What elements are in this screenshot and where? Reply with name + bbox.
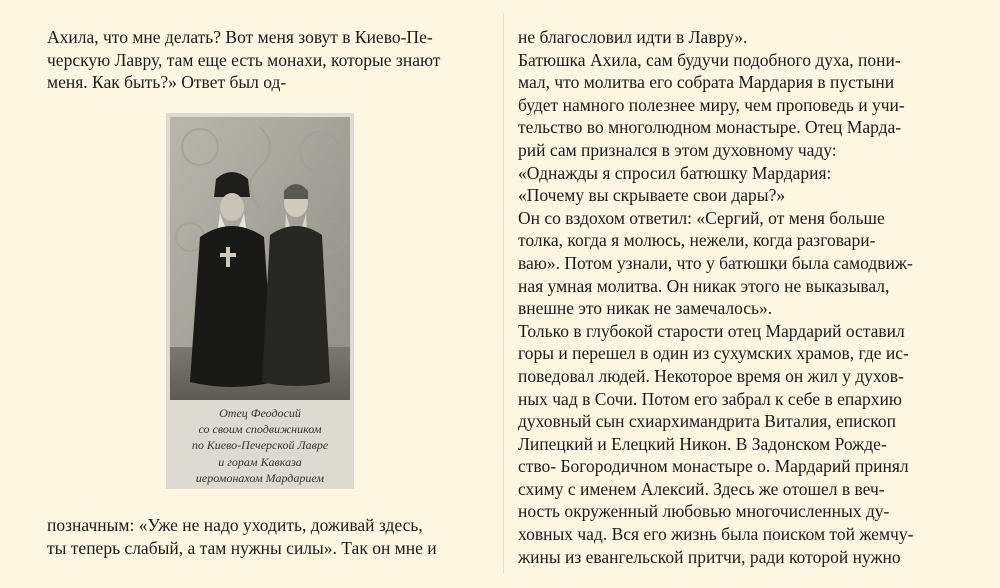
text-line: Ахила, что мне делать? Вот меня зовут в Киево-Пе- [47, 27, 433, 47]
text-line: горы и перешел в один из сухумских храмов, где ис- [518, 343, 909, 364]
text-line: черскую Лавру, там еще есть монахи, которые знают [47, 49, 441, 70]
text-line: внешне это никак не замечалось». [518, 298, 773, 319]
caption-line: по Киево-Печерской Лавре [191, 438, 329, 453]
text-line: поведовал людей. Некоторое время он жил у духов- [518, 365, 904, 386]
text-line: духовный сын схиархимандрита Виталия, епископ [518, 411, 896, 432]
text-line: ных чад в Сочи. Потом его забрал к себе в епархию [518, 388, 902, 409]
text-line: ная умная молитва. Он никак этого не выказывал, [518, 275, 890, 296]
text-line: «Почему вы скрываете свои дары?» [518, 185, 786, 206]
photo-caption [166, 405, 354, 486]
caption-line: и горам Кавказа [218, 454, 302, 469]
text-line: ты теперь слабый, а там нужны силы». Так он мне и [47, 537, 437, 558]
left-column-top-text [47, 26, 487, 94]
text-line: толка, когда я молюсь, нежели, когда разговари- [518, 230, 876, 251]
caption-line: иеромонахом Мардарием [195, 470, 325, 485]
text-line: «Однажды я спросил батюшку Мардария: [518, 162, 832, 183]
text-line: меня. Как быть?» Ответ был од- [47, 72, 287, 93]
text-line: жины из евангельской притчи, ради которой нужно [518, 546, 901, 567]
monks-photo [170, 117, 350, 400]
text-line: ность окруженный любовью многочисленных ду- [518, 501, 890, 522]
text-line: мал, что молитва его собрата Мардария в пустыни [518, 72, 895, 93]
caption-line: Отец Феодосий [219, 406, 301, 420]
column-divider [503, 14, 504, 574]
text-line: схиму с именем Алексий. Здесь же отошел в веч- [518, 478, 885, 499]
text-line: ваю». Потом узнали, что у батюшки была самодвиж- [518, 252, 913, 273]
left-column-bottom-text [47, 514, 487, 559]
text-line: Липецкий и Елецкий Никон. В Задонском Рожде- [518, 433, 887, 454]
text-line: Он со вздохом ответил: «Сергий, от меня больше [518, 207, 885, 228]
monks-photo-image [170, 117, 350, 400]
text-line: не благословил идти в Лавру». [518, 27, 748, 47]
caption-line: со своим сподвижником [198, 422, 322, 437]
text-line: тельство во многолюдном монастыре. Отец Мардa- [518, 117, 902, 138]
text-line: позначным: «Уже не надо уходить, доживай здесь, [47, 515, 423, 535]
photo-figure [166, 113, 354, 489]
right-column-text [518, 26, 958, 568]
text-line: Батюшка Ахила, сам будучи подобного духа, пони- [518, 49, 901, 70]
text-line: будет намного полезнее миру, чем проповедь и учи- [518, 94, 905, 115]
text-line: ховных чад. Вся его жизнь была поиском той жемчу- [518, 524, 914, 545]
text-line: ство- Богородичном монастыре о. Мардарий принял [518, 456, 909, 477]
text-line: рий сам признался в этом духовному чаду: [518, 139, 837, 160]
text-line: Только в глубокой старости отец Мардарий оставил [518, 320, 905, 341]
